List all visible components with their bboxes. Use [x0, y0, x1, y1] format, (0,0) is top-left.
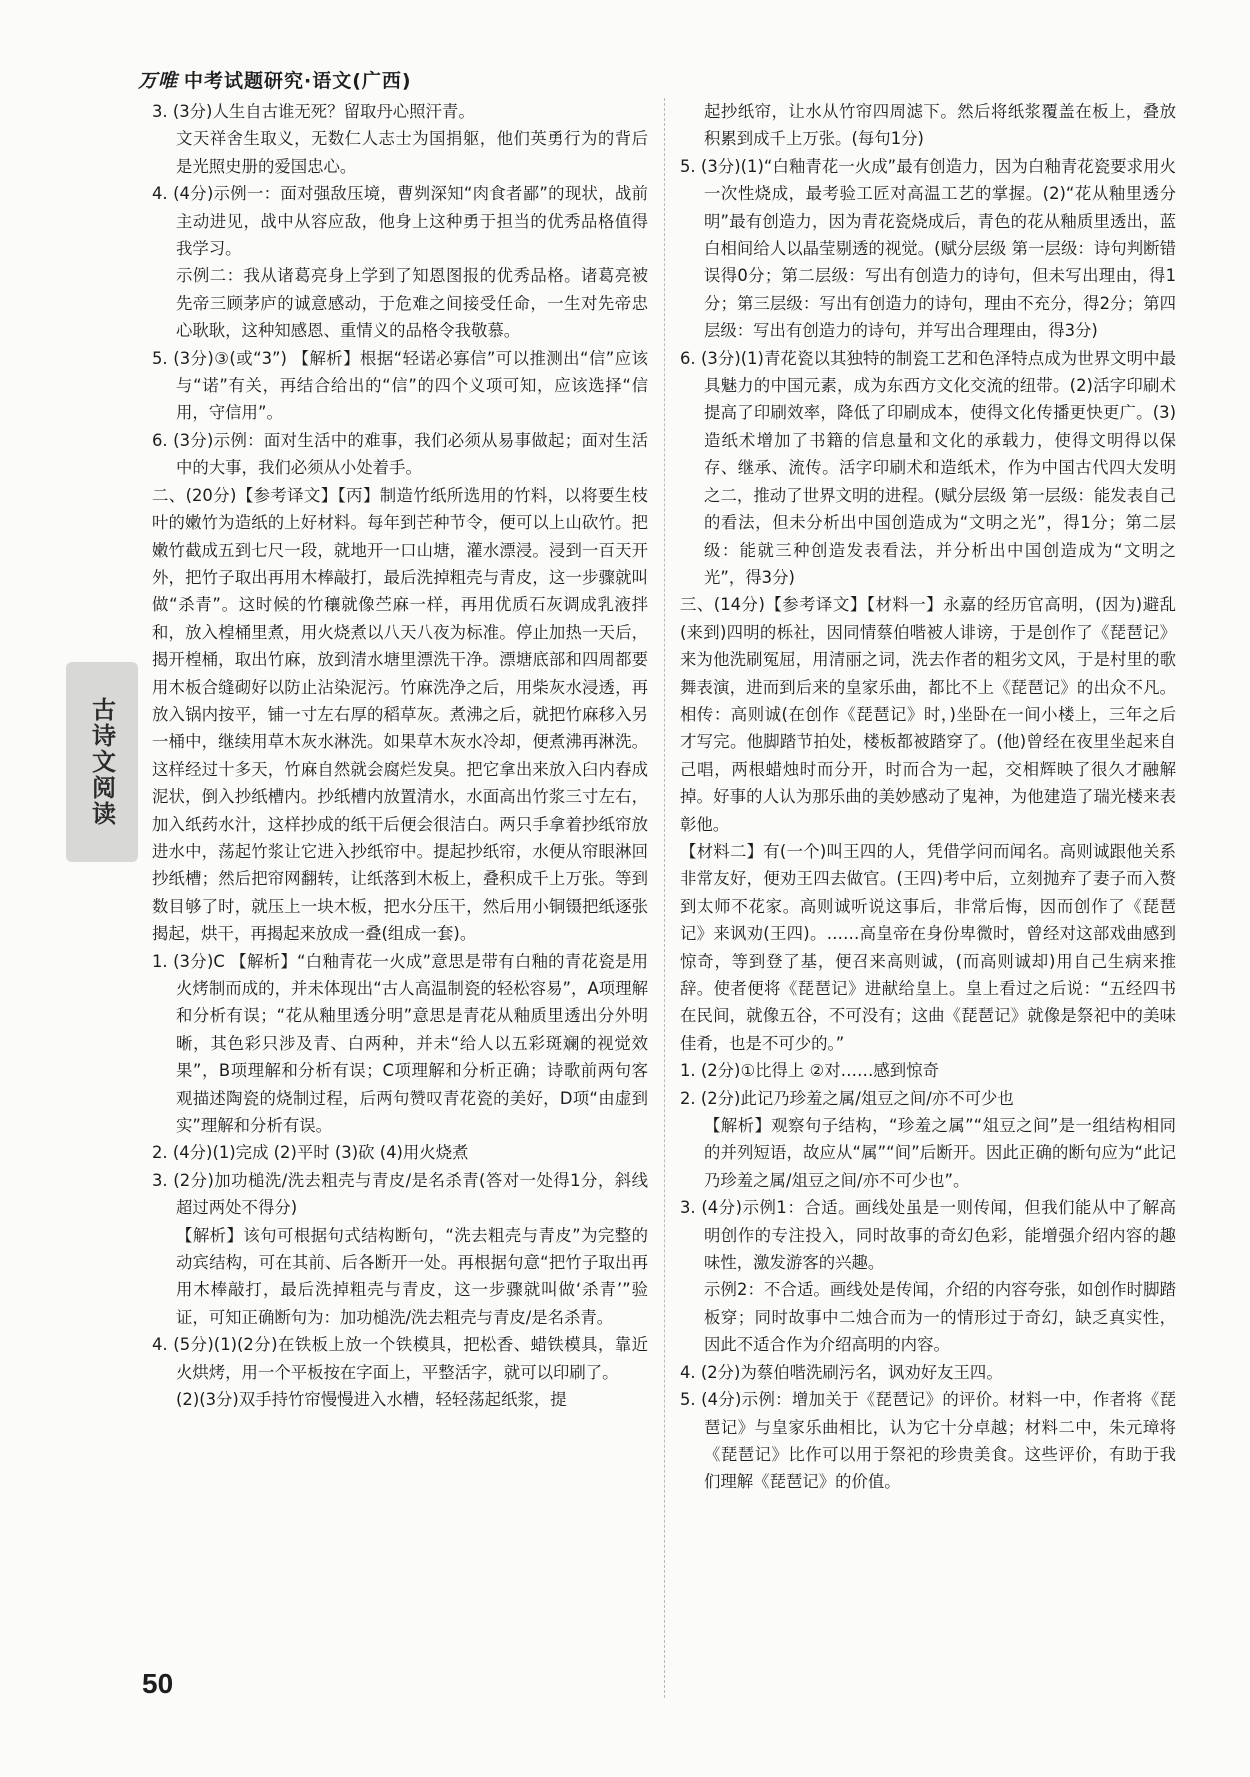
analysis-text: 【解析】该句可根据句式结构断句，“洗去粗壳与青皮”为完整的动宾结构，可在其前、后各断开一处。再根据句意“把竹子取出再用木棒敲打，最后洗掉粗壳与青皮，这一步骤就叫做‘杀青’”验证，可知正确断句为：加功槌洗/洗去粗壳与青皮/是名杀青。: [176, 1225, 648, 1327]
answer-text: 示例二：我从诸葛亮身上学到了知恩图报的优秀品格。诸葛亮被先帝三顾茅庐的诚意感动，于危难之间接受任命，一生对先帝忠心耿耿，这种知感恩、重情义的品格令我敬慕。: [176, 266, 648, 341]
answer-text: (2)(3分)双手持竹帘慢慢进入水槽，轻轻荡起纸浆，提: [176, 1390, 567, 1410]
section-three-translation: 三、(14分)【参考译文】【材料一】永嘉的经历官高明，(因为)避乱(来到)四明的栎社，因同情蔡伯喈被人诽谤，于是创作了《琵琶记》来为他洗刷冤屈，用清丽之词，洗去作者的粗劣文风，于是村里的歌舞表演，进而到后来的皇家乐曲，都比不上《琵琶记》的出众不凡。相传：高则诚(在创作《琵琶记》时，)坐卧在一间小楼上，三年之后才写完。他脚踏节拍处，楼板都被踏穿了。(他)曾经在夜里坐起来自己唱，两根蜡烛时而分开，时而合为一起，交相辉映了很久才融解掉。好事的人认为那乐曲的美妙感动了鬼神，为他建造了瑞光楼来表彰他。: [680, 595, 1176, 834]
answer-item: 5. (3分)③(或“3”) 【解析】根据“轻诺必寡信”可以推测出“信”应该与“诺”有关，再结合给出的“信”的四个义项可知，应该选择“信用，守信用”。: [152, 348, 648, 423]
answer-text: 示例2：不合适。画线处是传闻，介绍的内容夸张，如创作时脚踏板穿；同时故事中二烛合而为一的情形过于奇幻，缺乏真实性，因此不适合作为介绍高明的内容。: [704, 1280, 1176, 1355]
answer-item: 6. (3分)示例：面对生活中的难事，我们必须从易事做起；面对生活中的大事，我们必须从小处着手。: [152, 430, 648, 478]
right-column: [680, 98, 1176, 1496]
page-header: [138, 66, 412, 93]
book-title: 中考试题研究·语文(广西): [184, 70, 412, 92]
answer-text: 起抄纸帘，让水从竹帘四周滤下。然后将纸浆覆盖在板上，叠放积累到成千上万张。(每句1分): [704, 102, 1176, 149]
answer-item: 4. (4分)示例一：面对强敌压境，曹刿深知“肉食者鄙”的现状，战前主动进见，战中从容应敌，他身上这种勇于担当的优秀品格值得我学习。: [152, 184, 648, 259]
section-two-translation: 二、(20分)【参考译文】【丙】制造竹纸所选用的竹料，以将要生枝叶的嫩竹为造纸的上好材料。每年到芒种节令，便可以上山砍竹。把嫩竹截成五到七尺一段，就地开一口山塘，灌水漂浸。浸到一百天开外，把竹子取出再用木棒敲打，最后洗掉粗壳与青皮，这一步骤就叫做“杀青”。这时候的竹穰就像苎麻一样，再用优质石灰调成乳液拌和，放入楻桶里煮，用火烧煮以八天八夜为标准。停止加热一天后，揭开楻桶，取出竹麻，放到清水塘里漂洗干净。漂塘底部和四周都要用木板合缝砌好以防止沾染泥污。竹麻洗净之后，用柴灰水浸透，再放入锅内按平，铺一寸左右厚的稻草灰。煮沸之后，就把竹麻移入另一桶中，继续用草木灰水淋洗。如果草木灰水冷却，便煮沸再淋洗。这样经过十多天，竹麻自然就会腐烂发臭。把它拿出来放入臼内舂成泥状，倒入抄纸槽内。抄纸槽内放置清水，水面高出竹浆三寸左右，加入纸药水汁，这样抄成的纸干后便会很洁白。两只手拿着抄纸帘放进水中，荡起竹浆让它进入抄纸帘中。提起抄纸帘，水便从帘眼淋回抄纸槽；然后把帘网翻转，让纸落到木板上，叠积成千上万张。等到数目够了时，就压上一块木板，把水分压干，然后用小铜镊把纸逐张揭起，烘干，再揭起来放成一叠(组成一套)。: [152, 485, 648, 944]
material-two-translation: 【材料二】有(一个)叫王四的人，凭借学问而闻名。高则诚跟他关系非常友好，便劝王四去做官。(王四)考中后，立刻抛弃了妻子而入赘到太师不花家。高则诚听说这事后，非常后悔，因而创作了《琵琶记》来讽劝(王四)。……高皇帝在身份卑微时，曾经对这部戏曲感到惊奇，等到登了基，便召来高则诚，(而高则诚却)用自己生病来推辞。使者便将《琵琶记》进献给皇上。皇上看过之后说：“五经四书在民间，就像五谷，不可没有；这曲《琵琶记》就像是祭祀中的美味佳肴，也是不可少的。”: [680, 841, 1176, 1053]
answer-item: 2. (2分)此记乃珍羞之属/俎豆之间/亦不可少也: [680, 1088, 1014, 1108]
answer-item: 3. (2分)加功槌洗/洗去粗壳与青皮/是名杀青(答对一处得1分，斜线超过两处不得分): [152, 1170, 648, 1218]
left-column: [152, 98, 648, 1414]
section-tab: 古诗文阅读: [66, 662, 138, 862]
column-divider: [664, 98, 665, 1698]
page-number: 50: [142, 1668, 174, 1699]
answer-item: 5. (4分)示例：增加关于《琵琶记》的评价。材料一中，作者将《琵琶记》与皇家乐曲相比，认为它十分卓越；材料二中，朱元璋将《琵琶记》比作可以用于祭祀的珍贵美食。这些评价，有助于我们理解《琵琶记》的价值。: [680, 1390, 1176, 1492]
answer-item: 1. (2分)①比得上 ②对……感到惊奇: [680, 1061, 939, 1081]
answer-item: 5. (3分)(1)“白釉青花一火成”最有创造力，因为白釉青花瓷要求用火一次性烧成，最考验工匠对高温工艺的掌握。(2)“花从釉里透分明”最有创造力，因为青花瓷烧成后，青色的花从釉质里透出，蓝白相间给人以晶莹剔透的视觉。(赋分层级 第一层级：诗句判断错误得0分；第二层级：写出有创造力的诗句，但未写出理由，得1分；第三层级：写出有创造力的诗句，理由不充分，得2分；第四层级：写出有创造力的诗句，并写出合理理由，得3分): [680, 156, 1176, 341]
answer-item: 1. (3分)C 【解析】“白釉青花一火成”意思是带有白釉的青花瓷是用火烤制而成的，并未体现出“古人高温制瓷的轻松容易”，A项理解和分析有误；“花从釉里透分明”意思是青花从釉质里透出分外明晰，其色彩只涉及青、白两种，并未“给人以五彩斑斓的视觉效果”，B项理解和分析有误；C项理解和分析正确；诗歌前两句客观描述陶瓷的烧制过程，后两句赞叹青花瓷的美好，D项“由虚到实”理解和分析有误。: [152, 951, 648, 1136]
answer-item: 2. (4分)(1)完成 (2)平时 (3)砍 (4)用火烧煮: [152, 1143, 469, 1163]
answer-text: 文天祥舍生取义，无数仁人志士为国捐躯，他们英勇行为的背后是光照史册的爱国忠心。: [176, 129, 648, 176]
answer-item: 6. (3分)(1)青花瓷以其独特的制瓷工艺和色泽特点成为世界文明中最具魅力的中国元素，成为东西方文化交流的纽带。(2)活字印刷术提高了印刷效率，降低了印刷成本，使得文化传播更快更广。(3)造纸术增加了书籍的信息量和文化的承载力，使得文明得以保存、继承、流传。活字印刷术和造纸术，作为中国古代四大发明之二，推动了世界文明的进程。(赋分层级 第一层级：能发表自己的看法，但未分析出中国创造成为“文明之光”，得1分；第二层级：能就三种创造发表看法，并分析出中国创造成为“文明之光”，得3分): [680, 348, 1176, 587]
brand-logo: 万唯: [138, 70, 179, 92]
answer-item: 4. (5分)(1)(2分)在铁板上放一个铁模具，把松香、蜡铁模具，靠近火烘烤，用一个平板按在字面上，平整活字，就可以印刷了。: [152, 1335, 648, 1382]
answer-item: 3. (3分)人生自古谁无死？留取丹心照汗青。: [152, 102, 475, 121]
answer-item: 3. (4分)示例1：合适。画线处虽是一则传闻，但我们能从中了解高明创作的专注投入，同时故事的奇幻色彩，能增强介绍内容的趣味性，激发游客的兴趣。: [680, 1198, 1176, 1273]
answer-item: 4. (2分)为蔡伯喈洗刷污名，讽劝好友王四。: [680, 1362, 1003, 1382]
analysis-text: 【解析】观察句子结构，“珍羞之属”“俎豆之间”是一组结构相同的并列短语，故应从“属”“间”后断开。因此正确的断句应为“此记乃珍羞之属/俎豆之间/亦不可少也”。: [704, 1116, 1176, 1190]
